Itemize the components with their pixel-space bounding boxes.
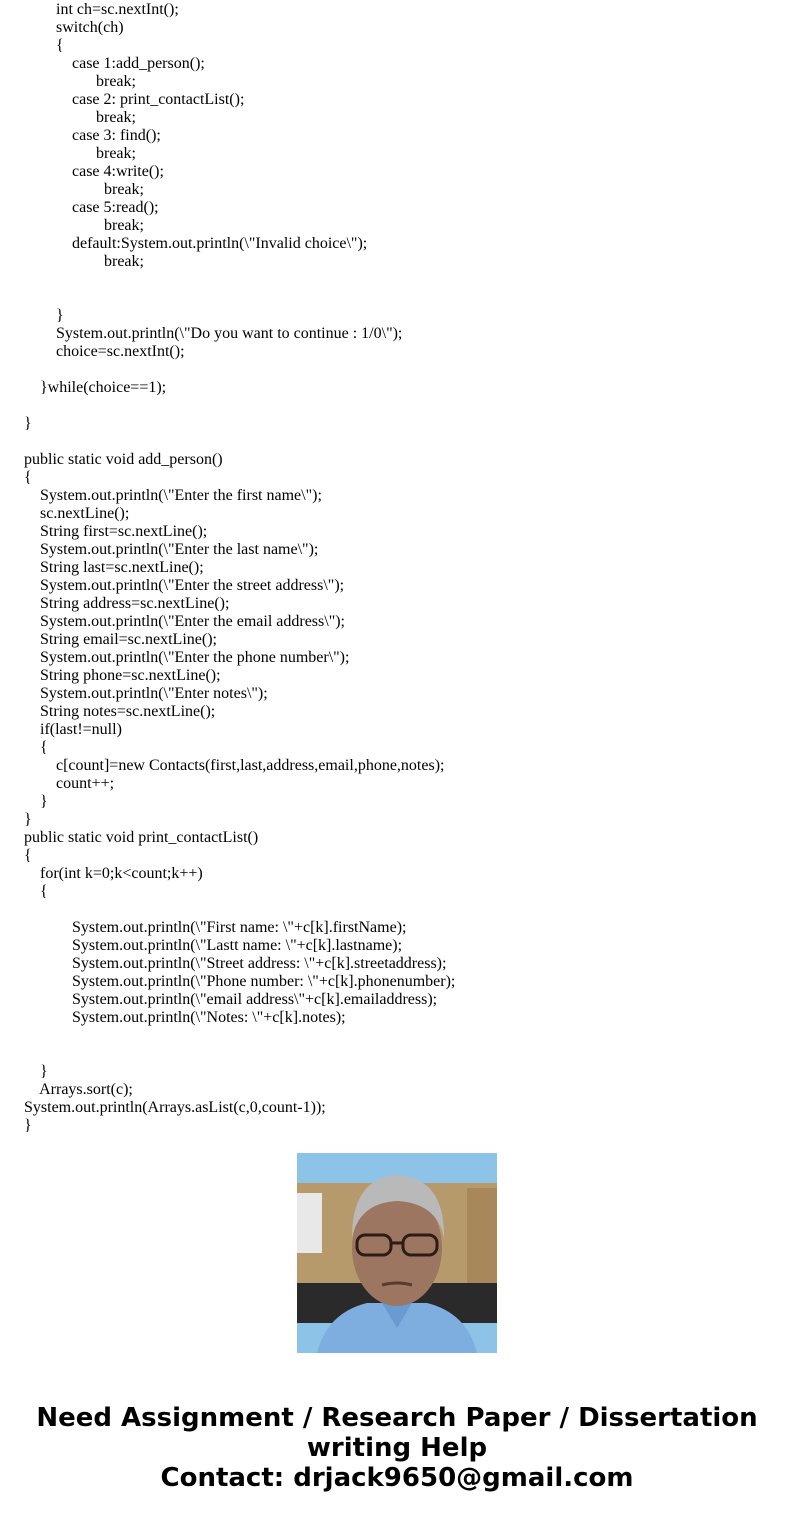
code-line: System.out.println(\"Enter notes\");	[0, 685, 268, 702]
code-line: System.out.println(\"Enter the first name\");	[0, 487, 322, 504]
code-line: System.out.println(\"Notes: \"+c[k].notes);	[0, 1009, 346, 1026]
code-line: count++;	[0, 775, 115, 792]
code-line: System.out.println(\"Enter the email address\");	[0, 613, 345, 630]
code-line: System.out.println(\"email address\"+c[k].emailaddress);	[0, 991, 438, 1008]
code-line: System.out.println(\"Enter the phone number\");	[0, 649, 350, 666]
person-photo-icon	[297, 1153, 497, 1353]
code-line: case 3: find();	[0, 127, 161, 144]
code-line: {	[0, 37, 64, 54]
code-line: public static void add_person()	[0, 451, 223, 468]
code-line: }	[0, 793, 48, 810]
code-line: c[count]=new Contacts(first,last,address,email,phone,notes);	[0, 757, 445, 774]
author-avatar	[297, 1153, 497, 1353]
code-line: break;	[0, 217, 144, 234]
code-line: {	[0, 739, 48, 756]
promo-banner	[0, 1403, 794, 1493]
code-line: }	[0, 415, 32, 432]
code-line: String email=sc.nextLine();	[0, 631, 217, 648]
code-line: break;	[0, 145, 136, 162]
code-line: }	[0, 1063, 48, 1080]
code-line: Arrays.sort(c);	[0, 1081, 133, 1098]
code-line: String notes=sc.nextLine();	[0, 703, 216, 720]
code-line: break;	[0, 253, 144, 270]
code-line: case 2: print_contactList();	[0, 91, 245, 108]
code-line: System.out.println(\"Enter the last name\");	[0, 541, 319, 558]
promo-line-2: writing Help	[306, 1433, 488, 1463]
code-line: String phone=sc.nextLine();	[0, 667, 221, 684]
code-line: sc.nextLine();	[0, 505, 130, 522]
code-line: String first=sc.nextLine();	[0, 523, 208, 540]
code-line: break;	[0, 181, 144, 198]
code-line: if(last!=null)	[0, 721, 122, 738]
code-line: String last=sc.nextLine();	[0, 559, 204, 576]
code-line: default:System.out.println(\"Invalid choice\");	[0, 235, 368, 252]
code-line: System.out.println(\"Lastt name: \"+c[k].lastname);	[0, 937, 403, 954]
code-line: {	[0, 847, 32, 864]
code-line: case 1:add_person();	[0, 55, 205, 72]
code-line: int ch=sc.nextInt();	[0, 1, 179, 18]
code-line: for(int k=0;k<count;k++)	[0, 865, 203, 882]
code-line: System.out.println(\"Enter the street address\");	[0, 577, 345, 594]
code-line: switch(ch)	[0, 19, 124, 36]
code-line: }	[0, 811, 32, 828]
code-line: {	[0, 469, 32, 486]
code-line: System.out.println(\"Phone number: \"+c[k].phonenumber);	[0, 973, 456, 990]
code-line: System.out.println(\"First name: \"+c[k].firstName);	[0, 919, 407, 936]
code-line: System.out.println(Arrays.asList(c,0,count-1));	[0, 1099, 326, 1116]
code-line: String address=sc.nextLine();	[0, 595, 230, 612]
code-line: case 5:read();	[0, 199, 159, 216]
promo-contact: Contact: drjack9650@gmail.com	[160, 1463, 634, 1493]
code-line: System.out.println(\"Street address: \"+c[k].streetaddress);	[0, 955, 447, 972]
code-line: }while(choice==1);	[0, 379, 167, 396]
code-line: {	[0, 883, 48, 900]
code-line: choice=sc.nextInt();	[0, 343, 185, 360]
code-line: public static void print_contactList()	[0, 829, 259, 846]
code-line: break;	[0, 73, 136, 90]
code-line: }	[0, 1117, 32, 1134]
code-line: case 4:write();	[0, 163, 164, 180]
code-line: System.out.println(\"Do you want to continue : 1/0\");	[0, 325, 403, 342]
code-line: break;	[0, 109, 136, 126]
promo-line-1: Need Assignment / Research Paper / Dissertation	[36, 1403, 758, 1433]
code-line: }	[0, 307, 64, 324]
